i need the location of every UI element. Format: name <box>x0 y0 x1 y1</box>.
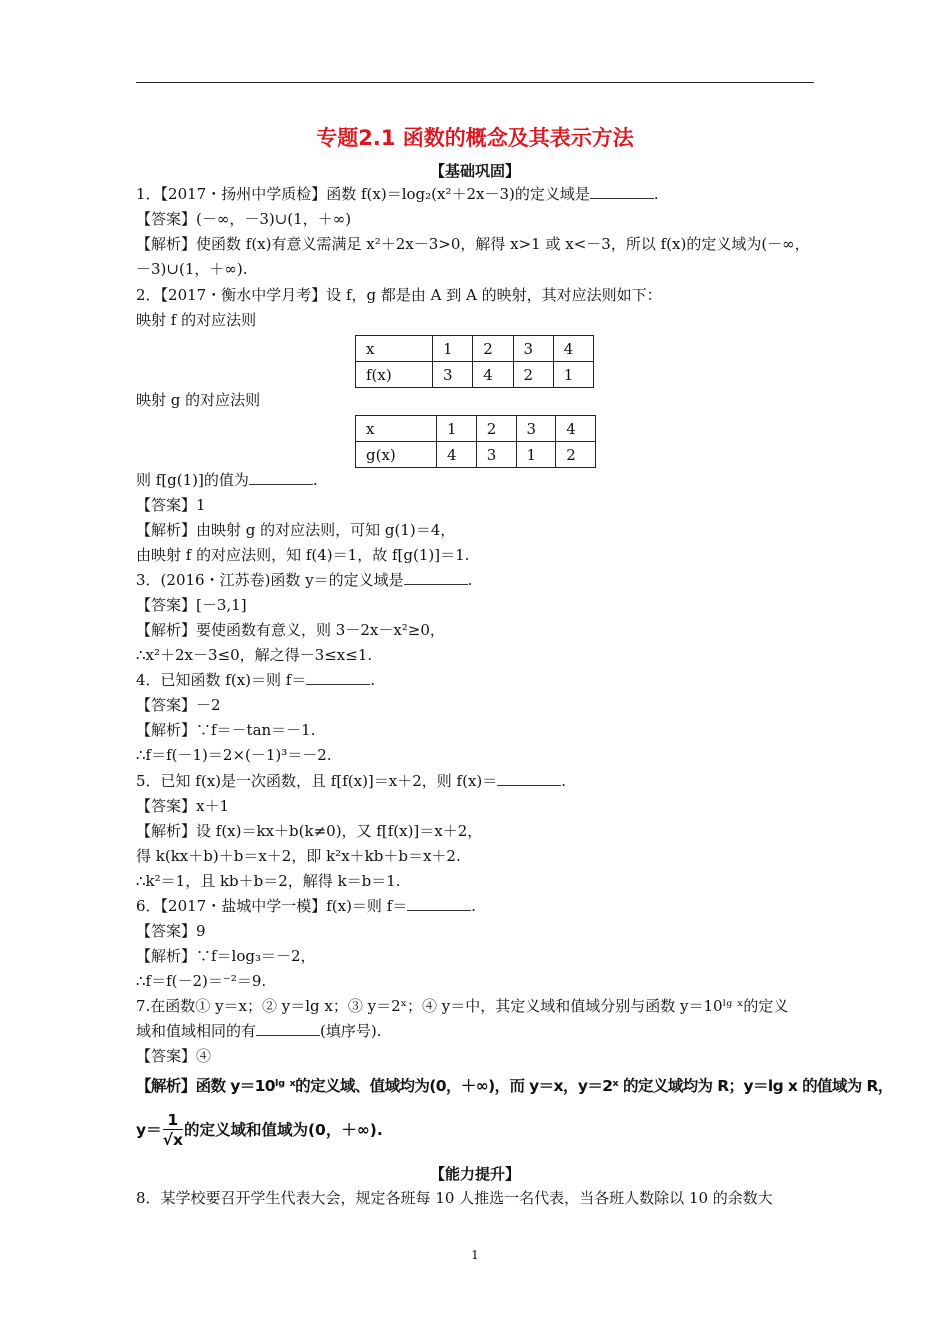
fraction-one-over-sqrt-x: $\frac{1}{√x}$ <box>162 1111 183 1149</box>
table-cell: 4 <box>553 336 593 362</box>
table-cell: 1 <box>553 362 593 388</box>
explanation-2-line-2: 由映射 f 的对应法则，知 f(4)＝1，故 f[g(1)]＝1. <box>136 546 470 564</box>
table-cell: 3 <box>513 336 553 362</box>
table-row <box>356 362 594 388</box>
explanation-7-line-1: 【解析】函数 y＝10ˡᵍ ˣ的定义域、值域均为(0，＋∞)，而 y＝x，y＝2ˣ 的定义域均为 R；y＝lg x 的值域为 R， <box>136 1077 893 1095</box>
explanation-3-line-1: 【解析】要使函数有意义，则 3－2x－x²≥0， <box>136 621 445 639</box>
question-6: 6．【2017・盐城中学一模】f(x)＝则 f＝ . <box>136 897 477 915</box>
explanation-5-line-2: 得 k(kx＋b)＋b＝x＋2，即 k²x＋kb＋b＝x＋2. <box>136 847 461 865</box>
question-2-ask: 则 f[g(1)]的值为 . <box>136 471 318 489</box>
question-8: 8．某学校要召开学生代表大会，规定各班每 10 人推选一名代表，当各班人数除以 10 的余数大 <box>136 1189 773 1207</box>
mapping-f-table <box>355 335 594 388</box>
explanation-7-line-2: y＝ $\frac{1}{√x}$ 的定义域和值域为(0，＋∞). <box>136 1111 383 1149</box>
explanation-5-line-3: ∴k²＝1，且 kb＋b＝2，解得 k＝b＝1. <box>136 872 401 890</box>
explanation-4-line-2: ∴f＝f(－1)＝2×(－1)³＝－2. <box>136 746 332 764</box>
map-g-label: 映射 g 的对应法则 <box>136 391 261 409</box>
answer-1: 【答案】(－∞，－3)∪(1，＋∞) <box>136 210 352 228</box>
table-cell: g(x) <box>356 442 437 468</box>
table-cell: 2 <box>556 442 596 468</box>
answer-blank <box>407 896 471 911</box>
answer-2: 【答案】1 <box>136 496 206 514</box>
question-3: 3．(2016・江苏卷)函数 y＝的定义域是 . <box>136 571 473 589</box>
question-1: 1．【2017・扬州中学质检】函数 f(x)＝log₂(x²＋2x－3)的定义域是 . <box>136 185 659 203</box>
explanation-3-line-2: ∴x²＋2x－3≤0，解之得－3≤x≤1. <box>136 646 373 664</box>
table-cell: 3 <box>433 362 473 388</box>
answer-blank <box>404 570 468 585</box>
question-7-line-2: 域和值域相同的有 (填序号). <box>136 1022 382 1040</box>
table-row <box>356 336 594 362</box>
answer-4: 【答案】－2 <box>136 696 221 714</box>
table-cell: 4 <box>473 362 513 388</box>
table-cell: 2 <box>476 416 516 442</box>
explanation-5-line-1: 【解析】设 f(x)＝kx＋b(k≠0)，又 f[f(x)]＝x＋2， <box>136 822 483 840</box>
table-cell: 1 <box>437 416 477 442</box>
question-5: 5．已知 f(x)是一次函数，且 f[f(x)]＝x＋2，则 f(x)＝ . <box>136 772 567 790</box>
table-cell: 1 <box>433 336 473 362</box>
answer-blank <box>306 670 370 685</box>
table-cell: f(x) <box>356 362 433 388</box>
section-basic-heading: 【基础巩固】 <box>429 162 520 180</box>
answer-6: 【答案】9 <box>136 922 206 940</box>
page-title: 专题2.1 函数的概念及其表示方法 <box>316 126 634 150</box>
table-cell: 3 <box>516 416 556 442</box>
table-cell: 4 <box>437 442 477 468</box>
table-cell: 2 <box>473 336 513 362</box>
explanation-6-line-2: ∴f＝f(－2)＝⁻²＝9. <box>136 972 267 990</box>
table-cell: 2 <box>513 362 553 388</box>
answer-blank <box>590 184 654 199</box>
mapping-g-table <box>355 415 596 468</box>
page-number: 1 <box>471 1248 479 1262</box>
question-2: 2．【2017・衡水中学月考】设 f，g 都是由 A 到 A 的映射，其对应法则如下： <box>136 286 662 304</box>
table-cell: x <box>356 336 433 362</box>
answer-5: 【答案】x＋1 <box>136 797 230 815</box>
table-cell: x <box>356 416 437 442</box>
table-cell: 4 <box>556 416 596 442</box>
explanation-1-line-2: －3)∪(1，＋∞). <box>136 260 248 278</box>
explanation-2-line-1: 【解析】由映射 g 的对应法则，可知 g(1)＝4， <box>136 521 456 539</box>
answer-3: 【答案】[－3,1] <box>136 596 247 614</box>
question-4: 4．已知函数 f(x)＝则 f＝ . <box>136 671 376 689</box>
map-f-label: 映射 f 的对应法则 <box>136 311 257 329</box>
section-advanced-heading: 【能力提升】 <box>429 1165 520 1183</box>
table-row <box>356 442 596 468</box>
table-row <box>356 416 596 442</box>
question-7-line-1: 7.在函数① y＝x；② y＝lg x；③ y＝2ˣ；④ y＝中，其定义域和值域分别与函数 y＝10ˡᵍ ˣ的定义 <box>136 997 789 1015</box>
answer-blank <box>497 771 561 786</box>
header-rule <box>136 82 814 83</box>
answer-blank <box>256 1021 320 1036</box>
answer-blank <box>249 470 313 485</box>
table-cell: 3 <box>476 442 516 468</box>
explanation-6-line-1: 【解析】∵f＝log₃＝－2， <box>136 947 316 965</box>
table-cell: 1 <box>516 442 556 468</box>
explanation-4-line-1: 【解析】∵f＝－tan＝－1. <box>136 721 316 739</box>
explanation-1-line-1: 【解析】使函数 f(x)有意义需满足 x²＋2x－3>0，解得 x>1 或 x<－3，所以 f(x)的定义域为(－∞， <box>136 235 810 253</box>
answer-7: 【答案】④ <box>136 1047 212 1065</box>
